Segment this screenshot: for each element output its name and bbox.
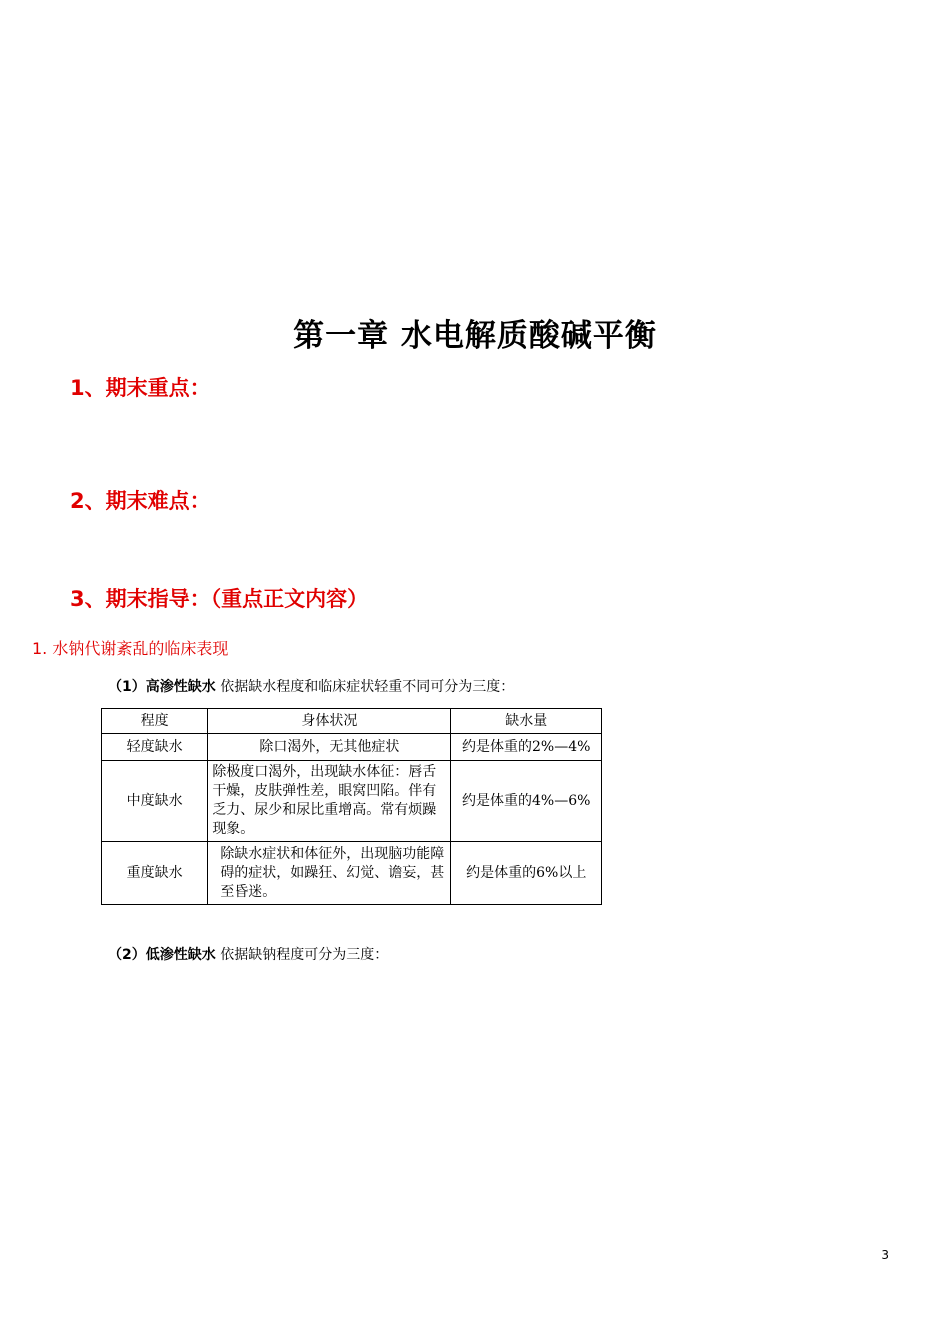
cell-body: 除缺水症状和体征外，出现脑功能障碍的症状，如躁狂、幻觉、谵妄，甚至昏迷。 [208, 842, 451, 905]
cell-degree: 中度缺水 [102, 761, 208, 842]
header-body: 身体状况 [208, 709, 451, 734]
hypertonic-desc: 依据缺水程度和临床症状轻重不同可分为三度： [215, 679, 515, 695]
table-header-row [102, 709, 602, 734]
dehydration-degree-table [101, 708, 602, 905]
hypertonic-term: 高渗性缺水 [145, 679, 216, 695]
header-degree: 程度 [102, 709, 208, 734]
hypotonic-term: 低渗性缺水 [145, 947, 216, 963]
page-number: 3 [881, 1248, 889, 1262]
cell-body: 除极度口渴外，出现缺水体征：唇舌干燥，皮肤弹性差，眼窝凹陷。伴有乏力、尿少和尿比重增高。常有烦躁现象。 [208, 761, 451, 842]
subsection-heading: 1. 水钠代谢紊乱的临床表现 [32, 639, 229, 658]
table-row [102, 842, 602, 905]
cell-amount: 约是体重的2%—4% [451, 734, 602, 761]
cell-amount: 约是体重的6%以上 [451, 842, 602, 905]
hypertonic-paragraph [108, 677, 514, 697]
chapter-title: 第一章 水电解质酸碱平衡 [293, 318, 657, 354]
hypotonic-paragraph [108, 945, 388, 965]
cell-degree: 重度缺水 [102, 842, 208, 905]
hypertonic-prefix: （1） [108, 679, 146, 695]
cell-amount: 约是体重的4%—6% [451, 761, 602, 842]
cell-body: 除口渴外，无其他症状 [208, 734, 451, 761]
table-row [102, 734, 602, 761]
header-amount: 缺水量 [451, 709, 602, 734]
section-guidance: 3、期末指导：（重点正文内容） [70, 587, 369, 611]
table-row [102, 761, 602, 842]
section-key-points: 1、期末重点： [70, 376, 211, 400]
hypotonic-desc: 依据缺钠程度可分为三度： [215, 947, 389, 963]
cell-degree: 轻度缺水 [102, 734, 208, 761]
section-difficult-points: 2、期末难点： [70, 489, 211, 513]
hypotonic-prefix: （2） [108, 947, 146, 963]
